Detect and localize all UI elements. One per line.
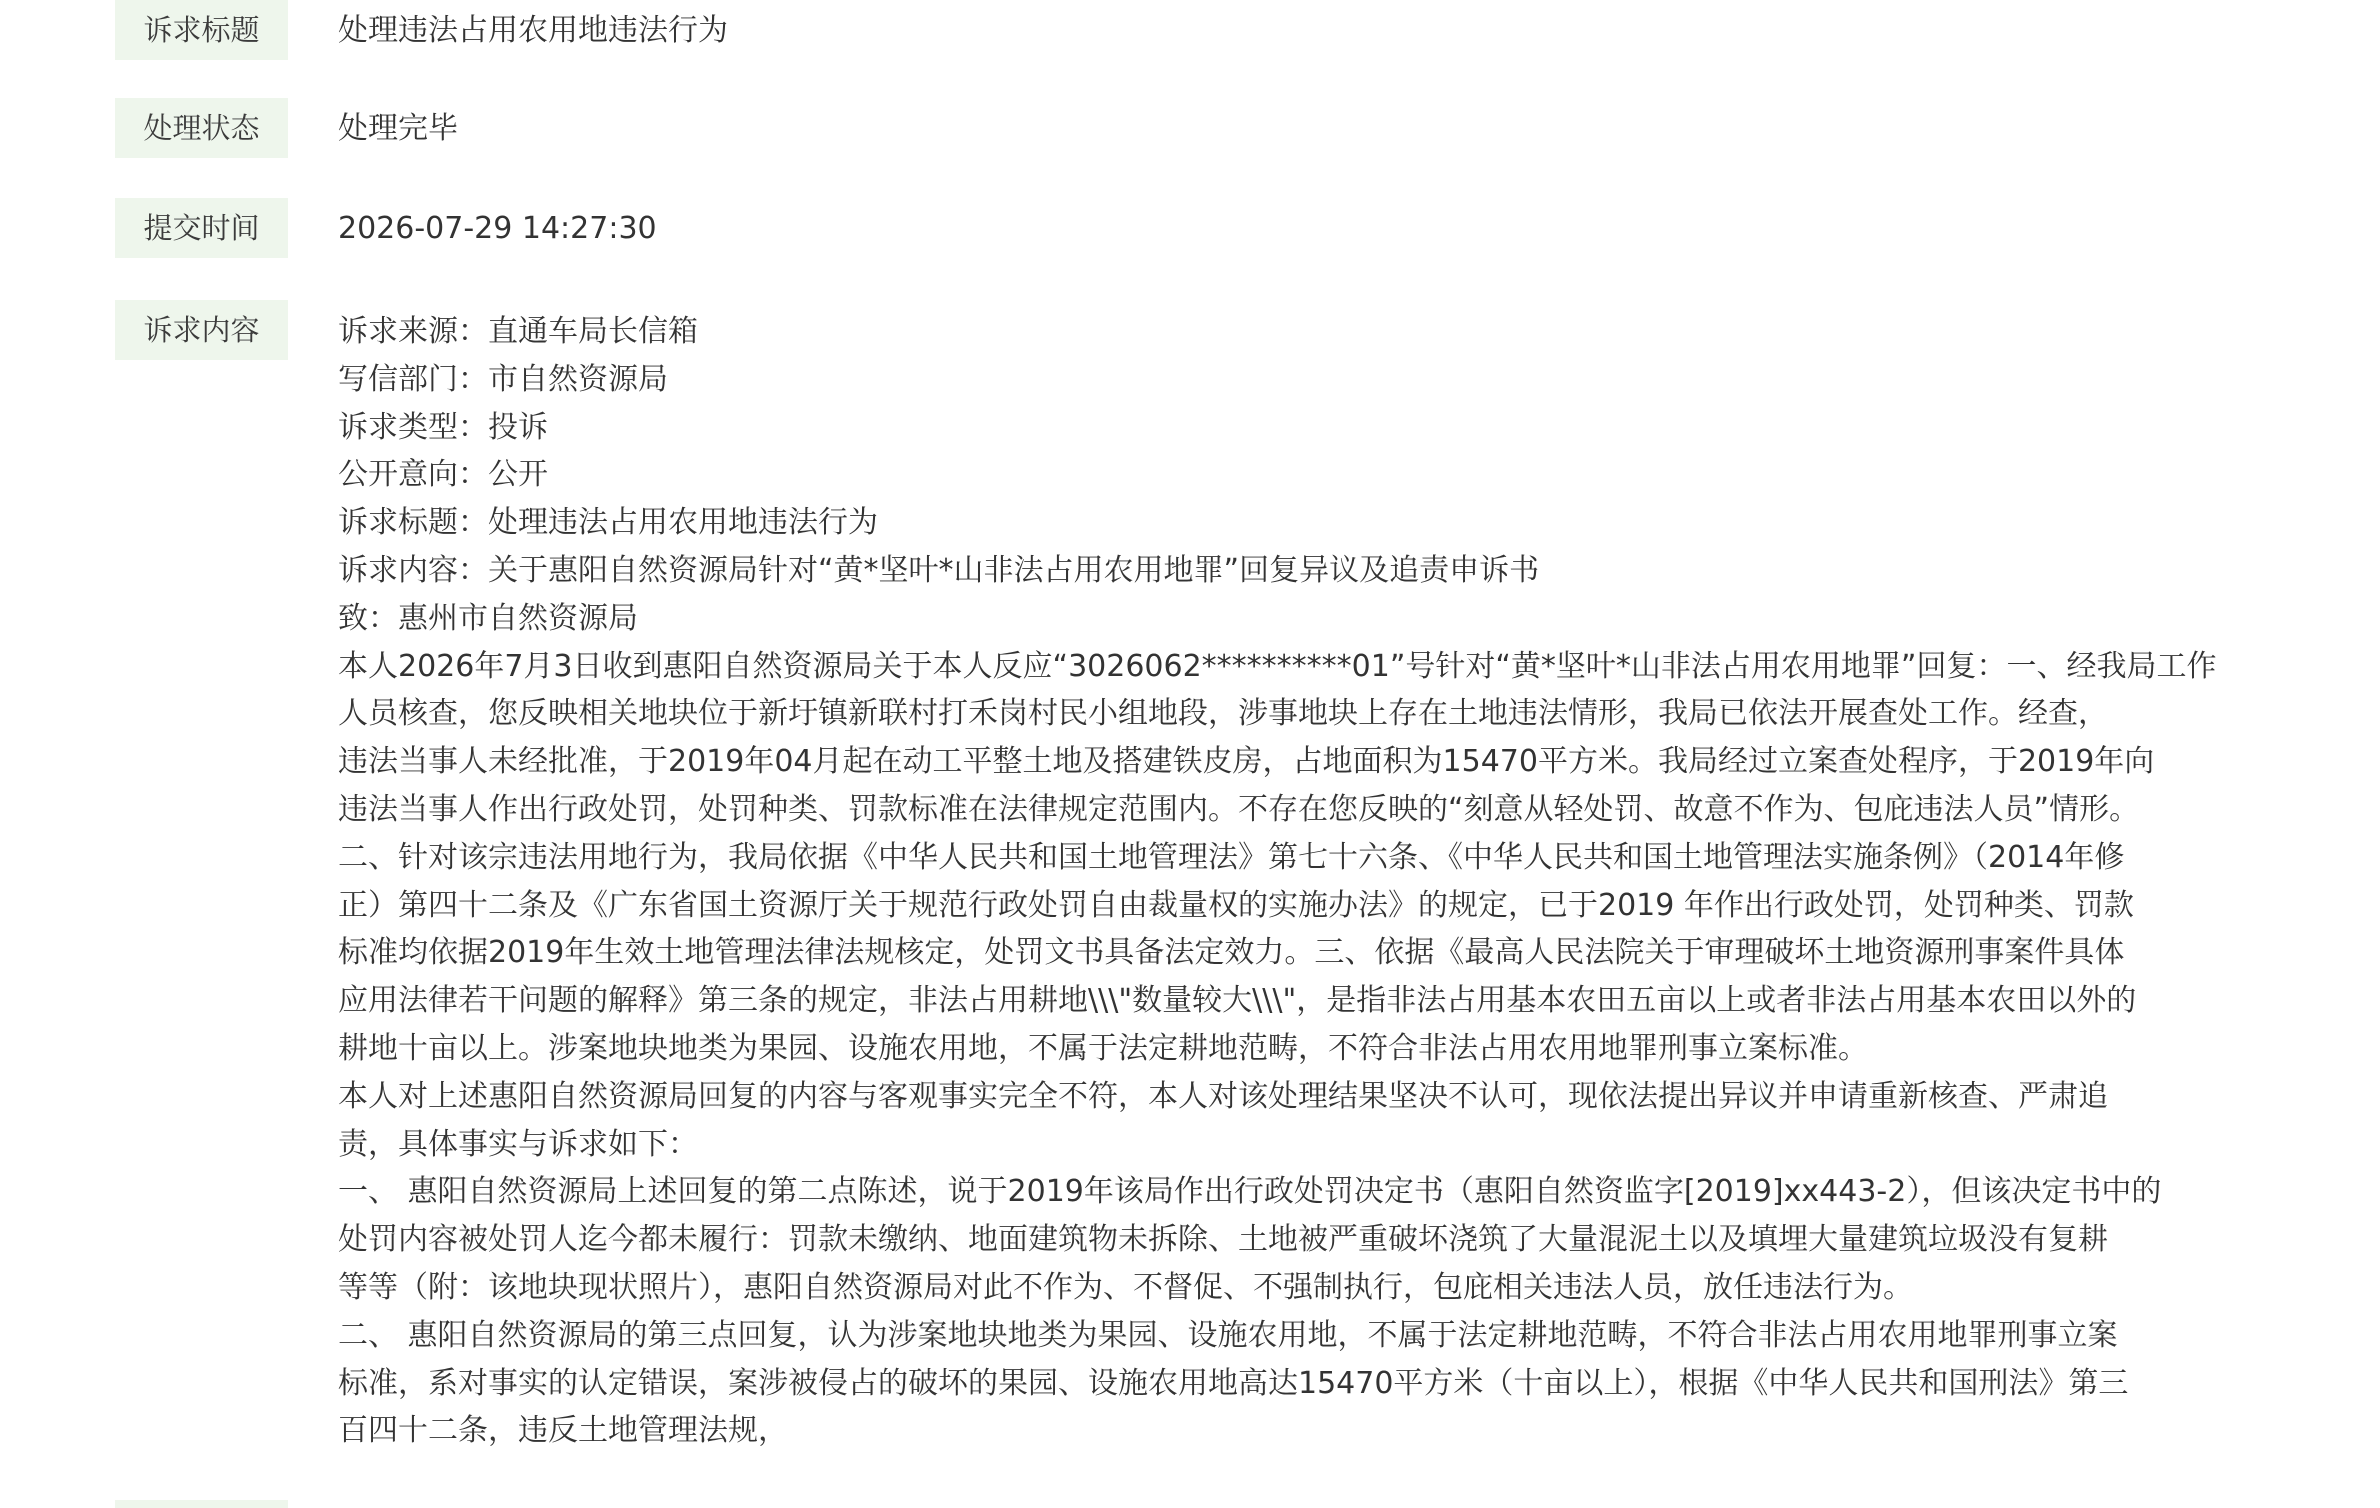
content-line: 违法当事人未经批准，于2019年04月起在动工平整土地及搭建铁皮房，占地面积为15470平方米。我局经过立案查处程序，于2019年向 (338, 744, 2155, 780)
content-line: 标准，系对事实的认定错误，案涉被侵占的破坏的果园、设施农用地高达15470平方米（十亩以上），根据《中华人民共和国刑法》第三 (338, 1365, 2129, 1401)
content-line: 一、 惠阳自然资源局上述回复的第二点陈述，说于2019年该局作出行政处罚决定书（惠阳自然资监字[2019]xx443-2），但该决定书中的 (338, 1174, 2162, 1210)
field-label-title: 诉求标题 (115, 0, 288, 60)
content-line: 本人2026年7月3日收到惠阳自然资源局关于本人反应“3026062**********01”号针对“黄*坚叶*山非法占用农用地罪”回复：一、经我局工作 (338, 648, 2217, 684)
next-field-label-edge (115, 1500, 288, 1508)
content-line: 百四十二条，违反土地管理法规， (338, 1413, 788, 1449)
field-value-submit-time: 2026-07-29 14:27:30 (338, 211, 657, 246)
content-line: 处罚内容被处罚人迄今都未履行：罚款未缴纳、地面建筑物未拆除、土地被严重破坏浇筑了大量混泥土以及填埋大量建筑垃圾没有复耕 (338, 1222, 2108, 1258)
field-label-status: 处理状态 (115, 98, 288, 158)
content-line: 正）第四十二条及《广东省国土资源厅关于规范行政处罚自由裁量权的实施办法》的规定，已于2019 年作出行政处罚，处罚种类、罚款 (338, 887, 2134, 923)
content-line: 责，具体事实与诉求如下： (338, 1126, 698, 1162)
content-line: 诉求类型：投诉 (338, 409, 548, 445)
field-label-submit-time: 提交时间 (115, 198, 288, 258)
content-line: 诉求标题：处理违法占用农用地违法行为 (338, 505, 878, 541)
content-line: 公开意向：公开 (338, 457, 548, 493)
content-line: 致：惠州市自然资源局 (338, 600, 638, 636)
content-line: 诉求来源：直通车局长信箱 (338, 314, 698, 349)
content-line: 应用法律若干问题的解释》第三条的规定，非法占用耕地\\\"数量较大\\\"，是指非法占用基本农田五亩以上或者非法占用基本农田以外的 (338, 983, 2137, 1019)
content-line: 本人对上述惠阳自然资源局回复的内容与客观事实完全不符，本人对该处理结果坚决不认可，现依法提出异议并申请重新核查、严肃追 (338, 1078, 2108, 1114)
field-label-content: 诉求内容 (115, 300, 288, 360)
content-line: 二、 惠阳自然资源局的第三点回复，认为涉案地块地类为果园、设施农用地，不属于法定耕地范畴，不符合非法占用农用地罪刑事立案 (338, 1317, 2118, 1353)
content-line: 耕地十亩以上。涉案地块地类为果园、设施农用地，不属于法定耕地范畴，不符合非法占用农用地罪刑事立案标准。 (338, 1030, 1868, 1066)
field-value-status: 处理完毕 (338, 111, 458, 146)
content-line: 违法当事人作出行政处罚，处罚种类、罚款标准在法律规定范围内。不存在您反映的“刻意从轻处罚、故意不作为、包庇违法人员”情形。 (338, 791, 2140, 827)
content-line: 写信部门：市自然资源局 (338, 361, 668, 397)
content-line: 标准均依据2019年生效土地管理法律法规核定，处罚文书具备法定效力。三、依据《最高人民法院关于审理破坏土地资源刑事案件具体 (338, 935, 2125, 971)
content-line: 二、针对该宗违法用地行为，我局依据《中华人民共和国土地管理法》第七十六条、《中华人民共和国土地管理法实施条例》（2014年修 (338, 839, 2125, 875)
content-body (338, 308, 2278, 1455)
content-line: 人员核查，您反映相关地块位于新圩镇新联村打禾岗村民小组地段，涉事地块上存在土地违法情形，我局已依法开展查处工作。经查， (338, 696, 2108, 732)
field-value-title: 处理违法占用农用地违法行为 (338, 13, 728, 48)
content-line: 诉求内容：关于惠阳自然资源局针对“黄*坚叶*山非法占用农用地罪”回复异议及追责申诉书 (338, 552, 1540, 588)
content-line: 等等（附：该地块现状照片），惠阳自然资源局对此不作为、不督促、不强制执行，包庇相关违法人员，放任违法行为。 (338, 1269, 1913, 1305)
